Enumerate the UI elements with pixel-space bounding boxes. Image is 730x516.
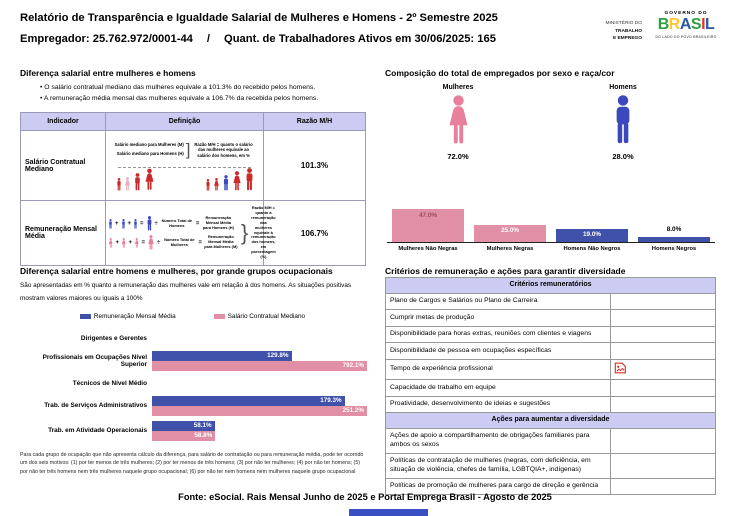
- indicator-table: [20, 112, 366, 266]
- criteria-row: Ações de apoio a compartilhamento de obrigações familiares para ambos os sexos: [386, 428, 611, 453]
- men-result-label: Remuneração Mensal Média para Homens (H): [202, 215, 234, 230]
- def-note-ratio-2: Razão M/H = quanto a remuneração das mulheres equivale à remuneração dos homens, em porcentagem (%): [251, 205, 276, 259]
- col-header-definition: Definição: [106, 113, 264, 131]
- person-icon-blue: [222, 175, 230, 191]
- criteria-section-header-2: Ações para aumentar a diversidade: [386, 413, 716, 429]
- criteria-value-cell: [611, 343, 716, 359]
- person-icon-pink: [134, 238, 140, 248]
- person-icon: [213, 178, 220, 191]
- bar-pink: 58.8%: [152, 431, 215, 441]
- men-divisor-label: Número Total de Homens: [161, 217, 193, 228]
- legend-swatch-pink: [214, 314, 225, 319]
- brace-glyph: }: [240, 220, 249, 245]
- government-brazil-logo: [650, 11, 722, 39]
- gov-logo-tagline: DO LADO DO POVO BRASILEIRO: [655, 34, 717, 39]
- ratio-average-pay: 106.7%: [264, 201, 366, 266]
- criteria-section-header-1: Critérios remuneratórios: [386, 278, 716, 294]
- bar-slot: [387, 196, 469, 242]
- women-divisor-label: Número Total de Mulheres: [164, 236, 195, 247]
- bar-blue: 179.3%: [152, 396, 345, 406]
- criteria-row: Plano de Cargos e Salários ou Plano de Carreira: [386, 293, 611, 309]
- bar-slot: [469, 196, 551, 242]
- bar-homens-negros: [638, 237, 710, 243]
- bracket-glyph: ]: [185, 140, 191, 159]
- col-header-indicator: Indicador: [21, 113, 106, 131]
- indicator-median-salary: Salário Contratual Mediano: [21, 131, 106, 201]
- definition-average-pay: [106, 201, 276, 266]
- definition-median-salary: [106, 131, 264, 201]
- category-label: Homens Negros: [651, 246, 697, 252]
- criteria-row: Tempo de experiência profissional: [386, 359, 611, 379]
- person-icon: [205, 179, 211, 191]
- category-label: Homens Não Negros: [563, 246, 621, 252]
- page-title: Relatório de Transparência e Igualdade Salarial de Mulheres e Homens - 2º Semestre 2025: [20, 12, 498, 24]
- brasil-wordmark: BRASIL: [657, 16, 715, 33]
- person-icon: [144, 168, 155, 191]
- person-icon-pink-large: [147, 235, 155, 250]
- male-icon: [611, 95, 635, 145]
- person-icon: [124, 177, 131, 191]
- person-icon-pink: [108, 238, 114, 248]
- criteria-row: Disponibilidade para horas extras, reuniões com clientes e viagens: [386, 326, 611, 342]
- race-sex-bar-chart: [387, 196, 715, 252]
- men-label: Homens: [609, 84, 637, 91]
- def-label-men-median: Salário mediano para Homens (H): [116, 151, 184, 156]
- occupational-description: São apresentadas em % quanto a remuneração das mulheres vale em relação à dos homens. As situações positivas mostram valores maiores ou iguais a 100%: [20, 282, 352, 302]
- person-icon-blue-large: [146, 216, 153, 231]
- bar-blue: 58.1%: [152, 421, 215, 431]
- bullet-median-salary: • O salário contratual mediano das mulheres equivale a 101.3% do recebido pelos homens.: [40, 84, 371, 91]
- person-icon-blue: [133, 219, 138, 229]
- page-subtitle: [20, 33, 496, 45]
- category-label: Mulheres Não Negras: [398, 246, 458, 252]
- bar-slot: [633, 196, 715, 242]
- occupational-footnote: Para cada grupo de ocupação que não apresenta cálculo da diferença, para salário de contratação ou para remuneração média, pode ter ocorrido um dos seis motivos: (1) por ter menos de três mulheres; (2) por ter menos de três homens; (3) por não ter mulheres; (4) por não ter homens; (5) por não ter três homens nem três mulheres naquele grupo ocupacional; (6) por não ter nem homens nem mulheres naquele grupo ocupacional: [20, 452, 364, 475]
- employer-id: Empregador: 25.762.972/0001-44: [20, 33, 193, 45]
- person-icon-pink: [121, 238, 127, 248]
- person-icon: [244, 168, 255, 191]
- bar-value-label: 8.0%: [666, 226, 682, 233]
- category-label: Mulheres Negras: [486, 246, 534, 252]
- subtitle-separator: /: [206, 33, 210, 45]
- occupational-bar-chart: [20, 331, 367, 446]
- section-title-salary-difference: Diferença salarial entre mulheres e homens: [20, 68, 196, 78]
- criteria-value-cell: [611, 310, 716, 326]
- active-workers-count: Quant. de Trabalhadores Ativos em 30/06/2025: 165: [224, 33, 496, 45]
- bullet-average-salary: • A remuneração média mensal das mulheres equivale a 106.7% da recebida pelos homens.: [40, 95, 371, 102]
- chart-category-labels: [387, 243, 715, 252]
- bar-value-label: 19.0%: [582, 231, 602, 238]
- women-figures-group: [116, 168, 155, 191]
- women-label: Mulheres: [442, 84, 474, 91]
- section-title-criteria: Critérios de remuneração e ações para garantir diversidade: [385, 266, 626, 276]
- criteria-value-cell: [611, 380, 716, 396]
- women-formula-line: + + = ÷ Número Total de Mulheres = Remuneração Mensal Média para Mulheres (M): [108, 235, 238, 250]
- group-row: Trab. em Atividade Operacionais 58.1% 58.8%: [20, 421, 367, 441]
- bottom-blue-bar: [349, 509, 428, 516]
- person-icon: [133, 173, 142, 191]
- criteria-value-cell: [611, 396, 716, 412]
- men-composition-block: [583, 84, 663, 161]
- women-percentage: 72.0%: [447, 152, 469, 161]
- broken-image-icon: [614, 362, 627, 374]
- legend-swatch-blue: [80, 314, 91, 319]
- def-label-women-median: Salário mediano para Mulheres (M): [114, 142, 184, 148]
- col-header-ratio: Razão M/H: [264, 113, 366, 131]
- legend-item-blue: Remuneração Mensal Média: [80, 313, 176, 320]
- criteria-value-cell: [611, 453, 716, 478]
- bar-pink: 251.2%: [152, 406, 367, 416]
- men-percentage: 28.0%: [612, 152, 634, 161]
- bar-value-label: 25.0%: [500, 227, 520, 234]
- bar-slot: [551, 196, 633, 242]
- person-icon-blue: [121, 219, 126, 229]
- criteria-row: Políticas de contratação de mulheres (negras, com deficiência, em situação de violência, chefes de família, LGBTQIA+, indígenas): [386, 453, 611, 478]
- group-row: Dirigentes e Gerentes: [80, 334, 147, 342]
- ratio-median-salary: 101.3%: [264, 131, 366, 201]
- person-icon: [116, 178, 122, 191]
- bar-pink: 792.1%: [152, 361, 367, 371]
- section-title-occupational: Diferença salarial entre homens e mulheres, por grande grupos ocupacionais: [20, 266, 333, 276]
- criteria-table: [385, 277, 716, 495]
- bar-blue: 129.8%: [152, 351, 292, 361]
- legend-item-pink: Salário Contratual Mediano: [214, 313, 305, 320]
- chart-legend: [20, 313, 365, 320]
- criteria-row: Cumprir metas de produção: [386, 310, 611, 326]
- group-row: Trab. de Serviços Administrativos 179.3% 251.2%: [20, 396, 367, 416]
- group-row: Técnicos de Nível Médio: [72, 379, 147, 387]
- bar-value-label: 47.0%: [418, 212, 438, 219]
- women-composition-block: [418, 84, 498, 161]
- criteria-value-cell: [611, 293, 716, 309]
- criteria-row: Disponibilidade de pessoa em ocupações específicas: [386, 343, 611, 359]
- men-figures-group: [205, 168, 255, 191]
- women-result-label: Remuneração Mensal Média para Mulheres (M): [204, 234, 238, 249]
- ministry-label: MINISTÉRIO DO TRABALHO E EMPREGO: [605, 21, 642, 42]
- criteria-row: Capacidade de trabalho em equipe: [386, 380, 611, 396]
- criteria-row: Políticas de promoção de mulheres para cargo de direção e gerência: [386, 478, 611, 494]
- criteria-value-cell: [611, 428, 716, 453]
- group-row: Profissionais em Ocupações Nível Superior 129.8% 792.1%: [20, 351, 367, 371]
- section-title-composition: Composição do total de empregados por sexo e raça/cor: [385, 68, 615, 78]
- gov-logo-top-text: GOVERNO DO: [664, 11, 708, 16]
- criteria-row: Proatividade, desenvolvimento de ideias e sugestões: [386, 396, 611, 412]
- person-icon-blue: [108, 219, 113, 229]
- chart-plot-area: [387, 196, 715, 243]
- person-icon: [232, 171, 242, 191]
- criteria-value-cell: [611, 326, 716, 342]
- men-formula-line: + + = ÷ Número Total de Homens = Remuneração Mensal Média para Homens (H): [108, 216, 238, 231]
- criteria-value-cell: [611, 359, 716, 379]
- indicator-average-pay: Remuneração Mensal Média: [21, 201, 106, 266]
- source-footer: Fonte: eSocial. Rais Mensal Junho de 2025 e Portal Emprega Brasil - Agosto de 2025: [178, 492, 552, 502]
- female-icon: [445, 95, 472, 145]
- def-note-ratio: Razão M/H = quanto o salário das mulheres equivale ao salário dos homens, em %: [194, 142, 253, 158]
